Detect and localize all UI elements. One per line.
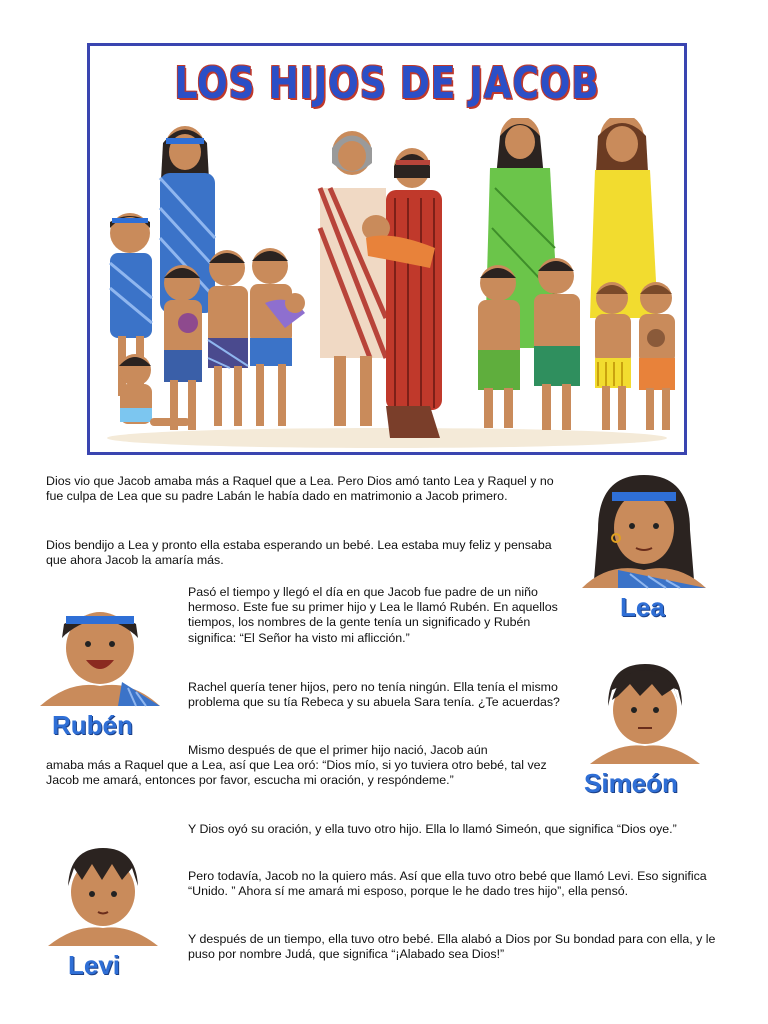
lea-portrait	[578, 470, 710, 590]
paragraph-7: Pero todavía, Jacob no la quiero más. Así que ella tuvo otro bebé que llamó Levi. Eso significa “Unido. ” Ahora sí me amará mi esposo, porque le he dado tres hijo”, ella pensó.	[188, 869, 707, 899]
lea-label: Lea	[620, 592, 665, 622]
paragraph-5-start: Mismo después de que el primer hijo nació, Jacob aún	[188, 743, 488, 757]
family-illustration	[90, 118, 684, 452]
paragraph-6: Y Dios oyó su oración, y ella tuvo otro hijo. Ella lo llamó Simeón, que significa “Dios oye.”	[188, 822, 677, 836]
paragraph-1: Dios vio que Jacob amaba más a Raquel que a Lea. Pero Dios amó tanto Lea y Raquel y no fue culpa de Lea que su padre Labán le había dado en matrimonio a Jacob primero.	[46, 474, 554, 504]
levi-portrait	[48, 842, 158, 946]
jacob-and-rachel	[320, 131, 442, 438]
simeon-label: Simeón	[584, 768, 678, 798]
ruben-portrait	[40, 598, 160, 708]
ruben-label: Rubén	[52, 710, 133, 740]
left-family-group	[110, 126, 305, 430]
simeon-portrait	[590, 660, 700, 764]
paragraph-5-rest: amaba más a Raquel que a Lea, así que Lea oró: “Dios mío, si yo tuviera otro bebé, tal vez Jacob me amará, entonces por favor, escucha mi oración, y respóndeme.”	[46, 758, 547, 788]
title-illustration	[87, 43, 687, 455]
right-family-group	[478, 118, 675, 430]
page-title: LOS HIJOS DE JACOB	[174, 58, 600, 109]
paragraph-8: Y después de un tiempo, ella tuvo otro bebé. Ella alabó a Dios por Su bondad para con ella, y le puso por nombre Judá, que significa “¡Alabado sea Dios!”	[188, 932, 716, 962]
levi-label: Levi	[68, 950, 121, 980]
paragraph-4: Rachel quería tener hijos, pero no tenía ningún. Ella tenía el mismo problema que su tía Rebeca y su abuela Sara tenía. ¿Te acuerdas?	[188, 680, 560, 710]
paragraph-3: Pasó el tiempo y llegó el día en que Jacob fue padre de un niño hermoso. Este fue su primer hijo y Lea le llamó Rubén. En aquellos tiempos, los nombres de la gente tenía un significado y Rubén significa: “El Señor ha visto mi aflicción.”	[188, 585, 558, 645]
paragraph-2: Dios bendijo a Lea y pronto ella estaba esperando un bebé. Lea estaba muy feliz y pensaba que ahora Jacob la amaría más.	[46, 538, 552, 568]
